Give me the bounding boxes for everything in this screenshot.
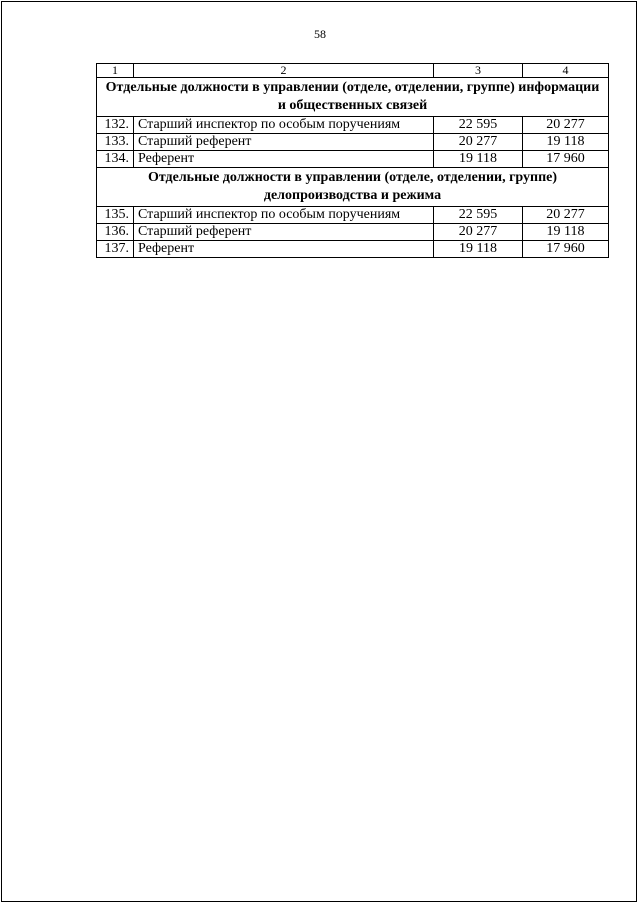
value-col-3: 22 595 [434, 207, 523, 224]
page-number: 58 [314, 27, 326, 41]
position-name: Референт [134, 151, 434, 168]
value-col-4: 19 118 [523, 224, 609, 241]
position-name: Референт [134, 241, 434, 258]
row-number: 135. [97, 207, 134, 224]
position-name: Старший референт [134, 134, 434, 151]
header-col-2: 2 [134, 64, 434, 78]
value-col-4: 20 277 [523, 117, 609, 134]
section-title: Отдельные должности в управлении (отделе, отделении, группе) делопроизводства и режима [97, 168, 609, 207]
position-name: Старший референт [134, 224, 434, 241]
value-col-3: 22 595 [434, 117, 523, 134]
section-title: Отдельные должности в управлении (отделе, отделении, группе) информации и общественных связей [97, 78, 609, 117]
value-col-4: 19 118 [523, 134, 609, 151]
header-col-3: 3 [434, 64, 523, 78]
section-heading-row [97, 168, 609, 207]
value-col-4: 17 960 [523, 151, 609, 168]
table-header-row [97, 64, 609, 78]
row-number: 137. [97, 241, 134, 258]
positions-table [96, 63, 609, 258]
table-row [97, 134, 609, 151]
table-row [97, 151, 609, 168]
table-row [97, 241, 609, 258]
value-col-4: 20 277 [523, 207, 609, 224]
table-row [97, 224, 609, 241]
section-heading-row [97, 78, 609, 117]
table-row [97, 207, 609, 224]
value-col-3: 19 118 [434, 241, 523, 258]
position-name: Старший инспектор по особым поручениям [134, 117, 434, 134]
value-col-4: 17 960 [523, 241, 609, 258]
row-number: 132. [97, 117, 134, 134]
table-row [97, 117, 609, 134]
row-number: 133. [97, 134, 134, 151]
row-number: 136. [97, 224, 134, 241]
header-col-1: 1 [97, 64, 134, 78]
value-col-3: 20 277 [434, 134, 523, 151]
value-col-3: 20 277 [434, 224, 523, 241]
row-number: 134. [97, 151, 134, 168]
header-col-4: 4 [523, 64, 609, 78]
value-col-3: 19 118 [434, 151, 523, 168]
position-name: Старший инспектор по особым поручениям [134, 207, 434, 224]
